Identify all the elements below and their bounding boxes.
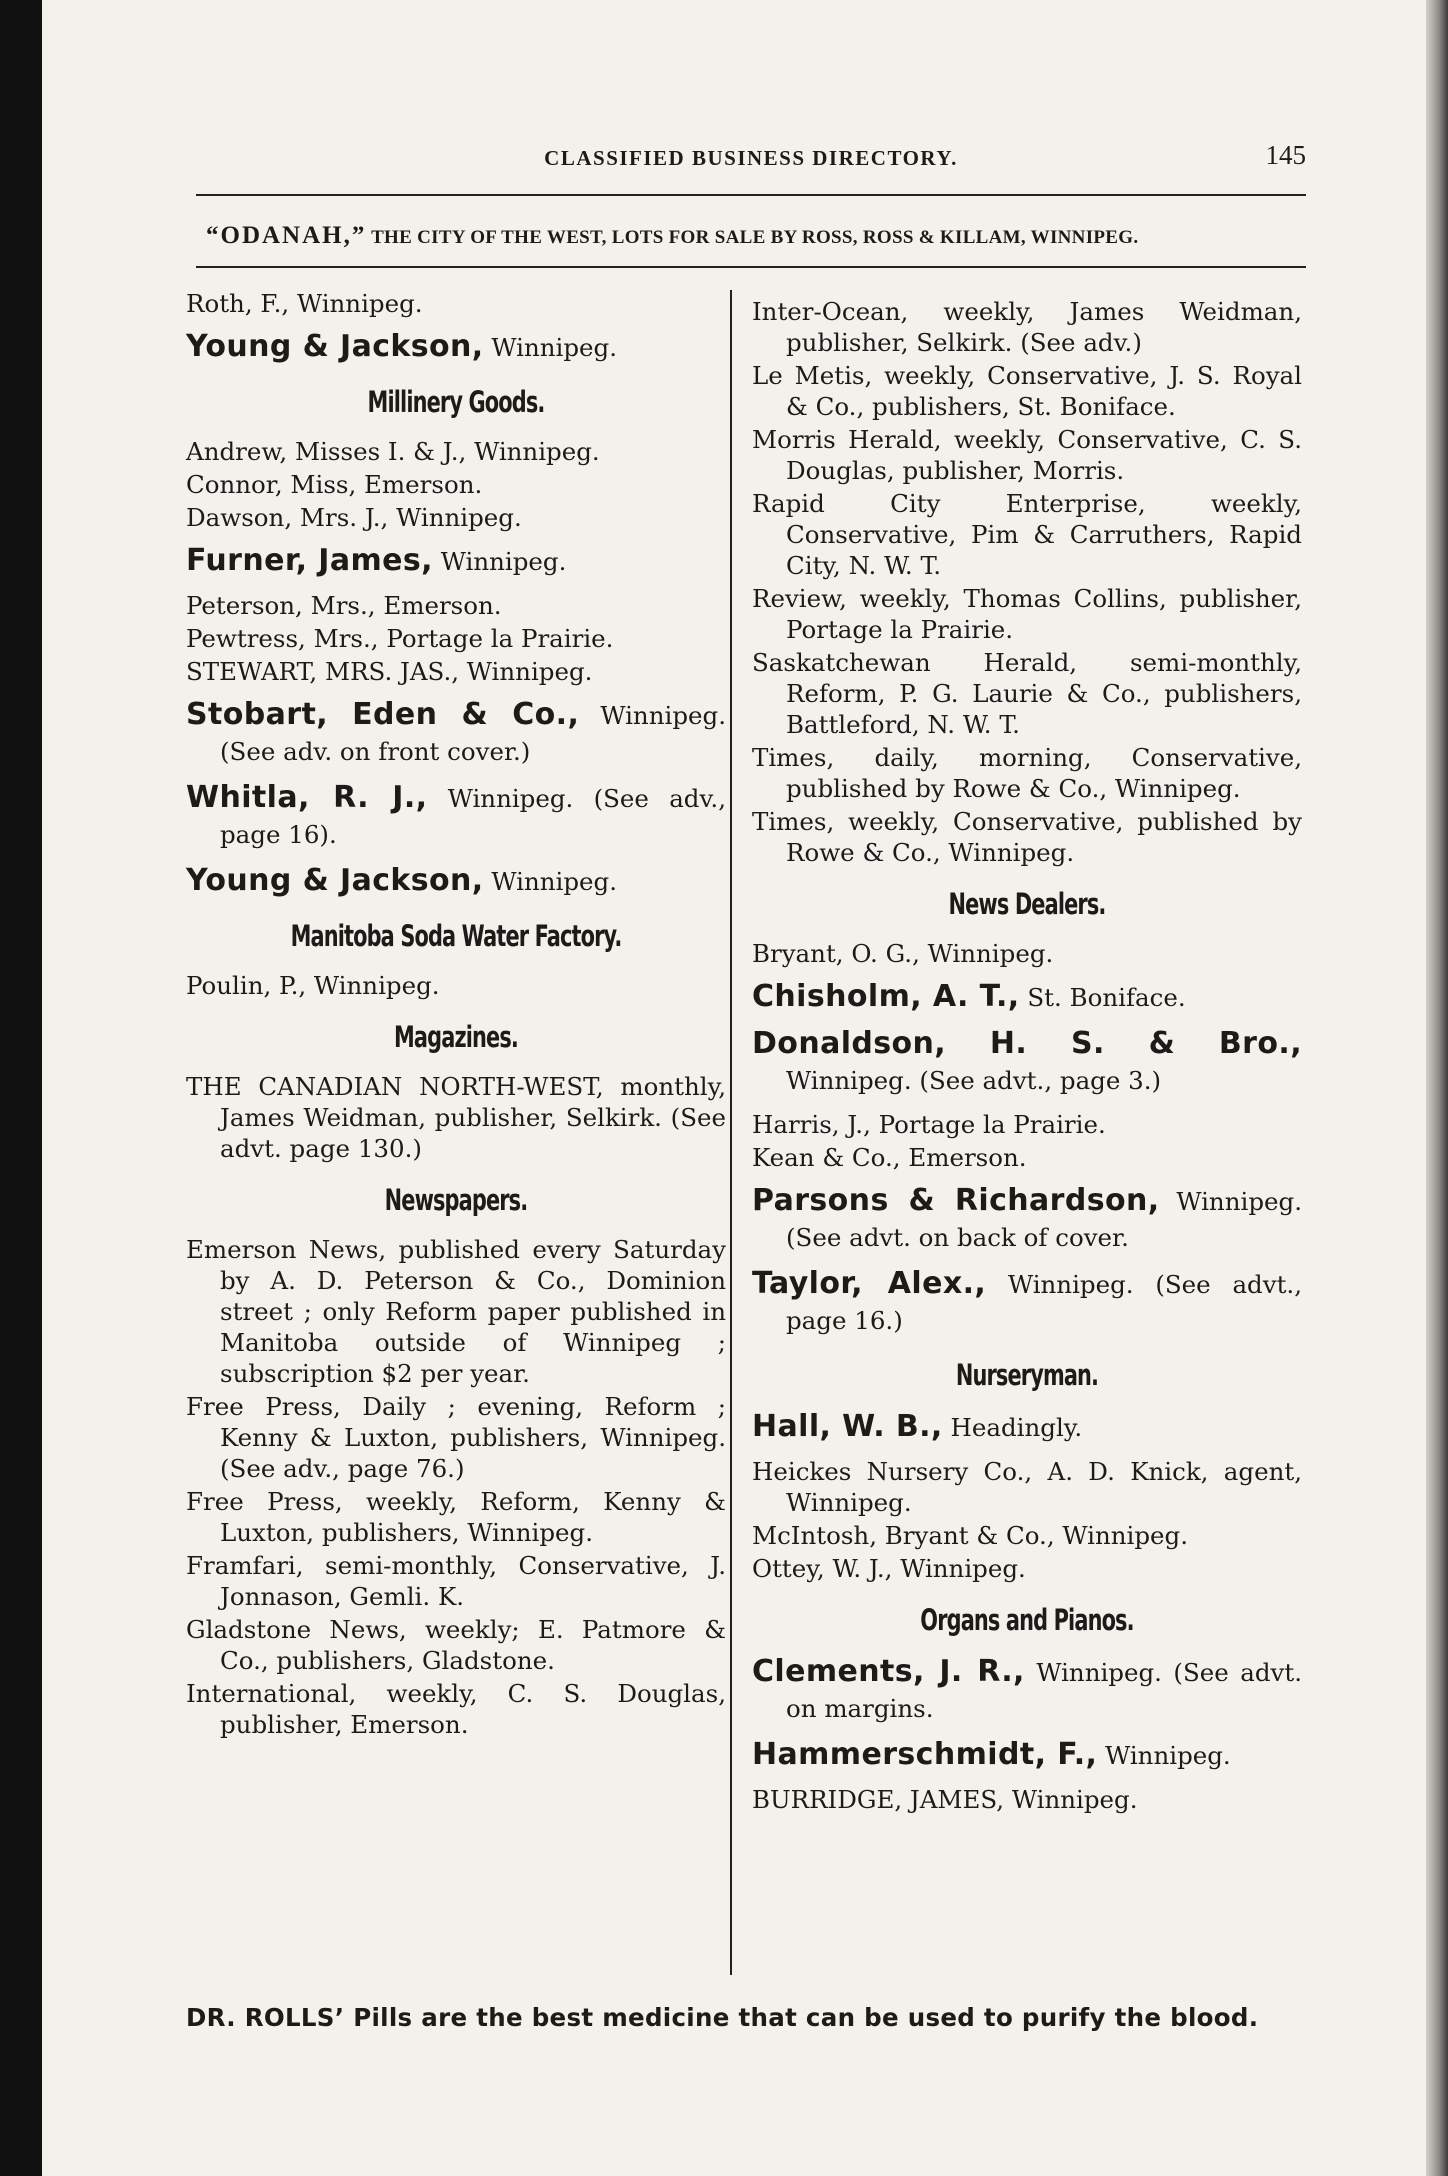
listing-entry: Heickes Nursery Co., A. D. Knick, agent, Winnipeg.: [752, 1457, 1302, 1517]
listing-entry: Free Press, Daily ; evening, Reform ; Kenny & Luxton, publishers, Winnipeg. (See adv., page 76.): [186, 1392, 726, 1483]
listing-name: Stobart, Eden & Co.,: [186, 697, 580, 732]
listing-name: Chisholm, A. T.,: [752, 979, 1020, 1014]
listing-entry-featured: [186, 329, 726, 366]
listing-entry: Gladstone News, weekly; E. Patmore & Co., publishers, Gladstone.: [186, 1615, 726, 1675]
header-rule: [196, 194, 1306, 196]
listing-entry: BURRIDGE, JAMES, Winnipeg.: [752, 1785, 1138, 1814]
listing-entry-featured: [186, 697, 726, 770]
listing-name: Whitla, R. J.,: [186, 780, 428, 815]
listing-entry: Framfari, semi-monthly, Conservative, J. Jonnason, Gemli. K.: [186, 1551, 726, 1611]
listing-entry: Connor, Miss, Emerson.: [186, 470, 483, 499]
listing-details: Winnipeg. (See advt. on margins.: [786, 1658, 1302, 1723]
listing-details: St. Boniface.: [1019, 983, 1186, 1012]
listing-name: Young & Jackson,: [186, 863, 484, 898]
listing-details: Winnipeg.: [483, 867, 618, 896]
listing-entry: THE CANADIAN NORTH-WEST, monthly, James Weidman, publisher, Selkirk. (See advt. page 130.): [186, 1072, 726, 1163]
listing-details: Winnipeg. (See advt., page 16.): [786, 1270, 1303, 1335]
listing-details: Winnipeg. (See advt. on back of cover.: [786, 1187, 1302, 1252]
listing-entry: Review, weekly, Thomas Collins, publisher, Portage la Prairie.: [752, 584, 1302, 644]
column-divider: [730, 290, 732, 1975]
listing-details: Winnipeg.: [432, 547, 567, 576]
listing-entry-featured: [752, 1266, 1302, 1339]
listing-entry: Times, daily, morning, Conservative, published by Rowe & Co., Winnipeg.: [752, 743, 1302, 803]
listing-entry: Roth, F., Winnipeg.: [186, 289, 423, 318]
scan-binding-edge: [0, 0, 42, 2176]
listing-name: Hall, W. B.,: [752, 1409, 943, 1444]
listing-entry: Le Metis, weekly, Conservative, J. S. Royal & Co., publishers, St. Boniface.: [752, 361, 1302, 421]
listing-details: Winnipeg. (See adv., page 16).: [220, 784, 726, 849]
listing-details: Winnipeg. (See advt., page 3.): [786, 1066, 1162, 1095]
footer-advert: DR. ROLLS’ Pills are the best medicine that can be used to purify the blood.: [186, 2003, 1259, 2032]
listing-entry: Rapid City Enterprise, weekly, Conservative, Pim & Carruthers, Rapid City, N. W. T.: [752, 489, 1302, 580]
listing-name: Taylor, Alex.,: [752, 1266, 987, 1301]
listing-name: Hammerschmidt, F.,: [752, 1737, 1098, 1772]
listing-entry: Harris, J., Portage la Prairie.: [752, 1110, 1106, 1139]
listing-entry-featured: [186, 863, 726, 900]
listing-name: Young & Jackson,: [186, 329, 484, 364]
listing-entry-featured: [752, 1737, 1302, 1774]
listing-name: Parsons & Richardson,: [752, 1183, 1160, 1218]
listing-name: Donaldson, H. S. & Bro.,: [752, 1026, 1302, 1061]
right-column: [752, 296, 1302, 1817]
listing-entry: Pewtress, Mrs., Portage la Prairie.: [186, 624, 614, 653]
listing-entry: Times, weekly, Conservative, published by Rowe & Co., Winnipeg.: [752, 807, 1302, 867]
listing-details: Winnipeg. (See adv. on front cover.): [220, 701, 726, 766]
section-heading: News Dealers.: [948, 887, 1106, 921]
listing-entry: Ottey, W. J., Winnipeg.: [752, 1554, 1026, 1583]
listing-entry: Morris Herald, weekly, Conservative, C. S. Douglas, publisher, Morris.: [752, 425, 1302, 485]
listing-entry-featured: [752, 1654, 1302, 1727]
page-number: 145: [1265, 140, 1306, 170]
listing-entry: International, weekly, C. S. Douglas, publisher, Emerson.: [186, 1679, 726, 1739]
listing-entry: Free Press, weekly, Reform, Kenny & Luxton, publishers, Winnipeg.: [186, 1487, 726, 1547]
listing-name: Clements, J. R.,: [752, 1654, 1025, 1689]
section-heading: Newspapers.: [384, 1183, 528, 1217]
section-heading: Nurseryman.: [955, 1358, 1099, 1392]
section-heading: Manitoba Soda Water Factory.: [290, 919, 622, 953]
listing-details: Headingly.: [942, 1413, 1083, 1442]
banner-odanah: “ODANAH,”: [206, 222, 367, 249]
listing-entry: Dawson, Mrs. J., Winnipeg.: [186, 503, 522, 532]
listing-entry: Poulin, P., Winnipeg.: [186, 971, 440, 1000]
listing-entry: McIntosh, Bryant & Co., Winnipeg.: [752, 1521, 1189, 1550]
listing-entry: Kean & Co., Emerson.: [752, 1143, 1027, 1172]
listing-entry: Peterson, Mrs., Emerson.: [186, 591, 502, 620]
section-heading: Organs and Pianos.: [920, 1603, 1134, 1637]
listing-details: Winnipeg.: [1097, 1741, 1231, 1770]
advert-banner: [206, 222, 1296, 254]
listing-entry-featured: [186, 780, 726, 853]
listing-entry: Andrew, Misses I. & J., Winnipeg.: [186, 437, 600, 466]
listing-entry-featured: [186, 543, 726, 580]
banner-rule: [196, 266, 1306, 268]
listing-entry: Bryant, O. G., Winnipeg.: [752, 939, 1054, 968]
listing-entry-featured: [752, 1183, 1302, 1256]
scan-right-edge: [1426, 0, 1448, 2176]
listing-details: Winnipeg.: [483, 333, 618, 362]
listing-entry: Saskatchewan Herald, semi-monthly, Reform, P. G. Laurie & Co., publishers, Battleford, N. W. T.: [752, 648, 1302, 739]
listing-entry: STEWART, MRS. JAS., Winnipeg.: [186, 657, 593, 686]
running-header: [196, 140, 1306, 180]
listing-entry-featured: [752, 1409, 1302, 1446]
section-heading: Millinery Goods.: [367, 385, 545, 419]
banner-text: THE CITY OF THE WEST, LOTS FOR SALE BY ROSS, ROSS & KILLAM, WINNIPEG.: [366, 227, 1139, 248]
listing-entry: Inter-Ocean, weekly, James Weidman, publisher, Selkirk. (See adv.): [752, 297, 1302, 357]
listing-entry-featured: [752, 1026, 1302, 1099]
header-title: CLASSIFIED BUSINESS DIRECTORY.: [544, 146, 958, 170]
listing-entry: Emerson News, published every Saturday by A. D. Peterson & Co., Dominion street ; only Reform paper published in Manitoba outside of Winnipeg ; subscription $2 per year.: [186, 1235, 726, 1388]
section-heading: Magazines.: [394, 1020, 518, 1054]
left-column: [186, 288, 726, 1742]
listing-name: Furner, James,: [186, 543, 433, 578]
listing-entry-featured: [752, 979, 1302, 1016]
